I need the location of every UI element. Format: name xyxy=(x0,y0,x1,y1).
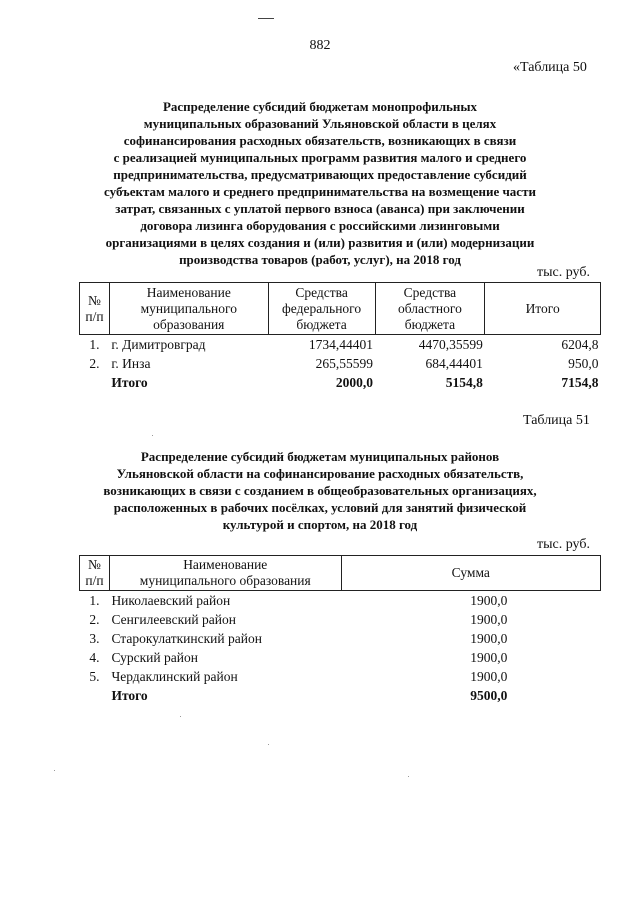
title-line: муниципальных образований Ульяновской области в целях xyxy=(143,116,497,131)
cell-num: 1. xyxy=(89,337,100,352)
title-line: Ульяновской области на софинансирование расходных обязательств, xyxy=(116,466,524,481)
table-50-unit: тыс. руб. xyxy=(537,265,590,280)
title-line: организациями в целях создания и (или) развития и (или) модернизации xyxy=(105,235,535,250)
table-row xyxy=(80,610,601,629)
header-total: Итого xyxy=(485,283,601,335)
cell-num: 2. xyxy=(89,356,100,371)
table-50 xyxy=(79,282,601,392)
title-line: с реализацией муниципальных программ развития малого и среднего xyxy=(113,150,527,165)
table-50-title xyxy=(50,98,590,268)
table-51 xyxy=(79,555,601,705)
table-51-label: Таблица 51 xyxy=(523,413,590,428)
cell-num: 2. xyxy=(89,612,100,627)
cell-total: 950,0 xyxy=(568,356,599,371)
cell-sum: 1900,0 xyxy=(470,669,508,684)
cell-federal: 1734,44401 xyxy=(308,337,374,352)
title-line: культурой и спортом, на 2018 год xyxy=(222,517,418,532)
cell-name: Чердаклинский район xyxy=(111,669,238,684)
cell-name: Старокулаткинский район xyxy=(111,631,262,646)
header-num: № п/п xyxy=(80,556,110,591)
cell-name: Сурский район xyxy=(111,650,198,665)
cell-name: Сенгилеевский район xyxy=(111,612,236,627)
cell-num: 3. xyxy=(89,631,100,646)
cell-regional: 4470,35599 xyxy=(418,337,483,352)
table-row xyxy=(80,629,601,648)
header-sum: Сумма xyxy=(341,556,600,591)
scan-speck xyxy=(54,770,55,771)
title-line: Распределение субсидий бюджетам муниципальных районов xyxy=(140,449,500,464)
cell-name: г. Инза xyxy=(111,356,151,371)
header-name: Наименование муниципального образования xyxy=(109,283,268,335)
title-line: софинансирования расходных обязательств, возникающих в связи xyxy=(123,133,517,148)
table-total-row xyxy=(80,373,601,392)
cell-regional: 5154,8 xyxy=(445,375,483,390)
top-edge-mark xyxy=(258,18,274,19)
table-51-title xyxy=(50,448,590,533)
title-line: Распределение субсидий бюджетам монопрофильных xyxy=(162,99,478,114)
table-total-row xyxy=(80,686,601,705)
header-name: Наименование муниципального образования xyxy=(109,556,341,591)
cell-regional: 684,44401 xyxy=(425,356,483,371)
table-50-label: «Таблица 50 xyxy=(513,60,587,75)
title-line: расположенных в рабочих посёлках, условий для занятий физической xyxy=(113,500,527,515)
table-51-unit: тыс. руб. xyxy=(537,537,590,552)
scan-speck xyxy=(268,744,269,745)
table-row xyxy=(80,667,601,686)
header-regional: Средства областного бюджета xyxy=(375,283,485,335)
cell-federal: 2000,0 xyxy=(335,375,374,390)
header-federal: Средства федерального бюджета xyxy=(268,283,375,335)
cell-num: 4. xyxy=(89,650,100,665)
cell-total-label: Итого xyxy=(111,375,148,390)
table-row xyxy=(80,648,601,667)
cell-total-label: Итого xyxy=(111,688,148,703)
cell-sum: 1900,0 xyxy=(470,593,508,608)
table-row xyxy=(80,335,601,355)
title-line: договора лизинга оборудования с российскими лизинговыми xyxy=(140,218,500,233)
header-num: № п/п xyxy=(80,283,110,335)
title-line: субъектам малого и среднего предпринимательства на возмещение части xyxy=(104,184,536,199)
cell-name: Николаевский район xyxy=(111,593,231,608)
cell-total: 7154,8 xyxy=(561,375,599,390)
table-row xyxy=(80,354,601,373)
title-line: предпринимательства, предусматривающих предоставление субсидий xyxy=(113,167,527,182)
cell-name: г. Димитровград xyxy=(111,337,206,352)
title-line: возникающих в связи с созданием в общеобразовательных организациях, xyxy=(103,483,537,498)
title-line: затрат, связанных с уплатой первого взноса (аванса) при заключении xyxy=(115,201,525,216)
cell-sum: 1900,0 xyxy=(470,650,508,665)
cell-federal: 265,55599 xyxy=(315,356,374,371)
cell-total: 6204,8 xyxy=(561,337,599,352)
page-number: 882 xyxy=(309,38,331,53)
cell-num: 1. xyxy=(89,593,100,608)
cell-sum: 1900,0 xyxy=(470,631,508,646)
cell-num: 5. xyxy=(89,669,100,684)
scan-speck xyxy=(180,716,181,717)
table-row xyxy=(80,591,601,611)
scan-speck xyxy=(408,776,409,777)
cell-sum: 1900,0 xyxy=(470,612,508,627)
title-line: производства товаров (работ, услуг), на 2018 год xyxy=(179,252,461,267)
scan-speck xyxy=(152,435,153,436)
cell-sum: 9500,0 xyxy=(470,688,508,703)
